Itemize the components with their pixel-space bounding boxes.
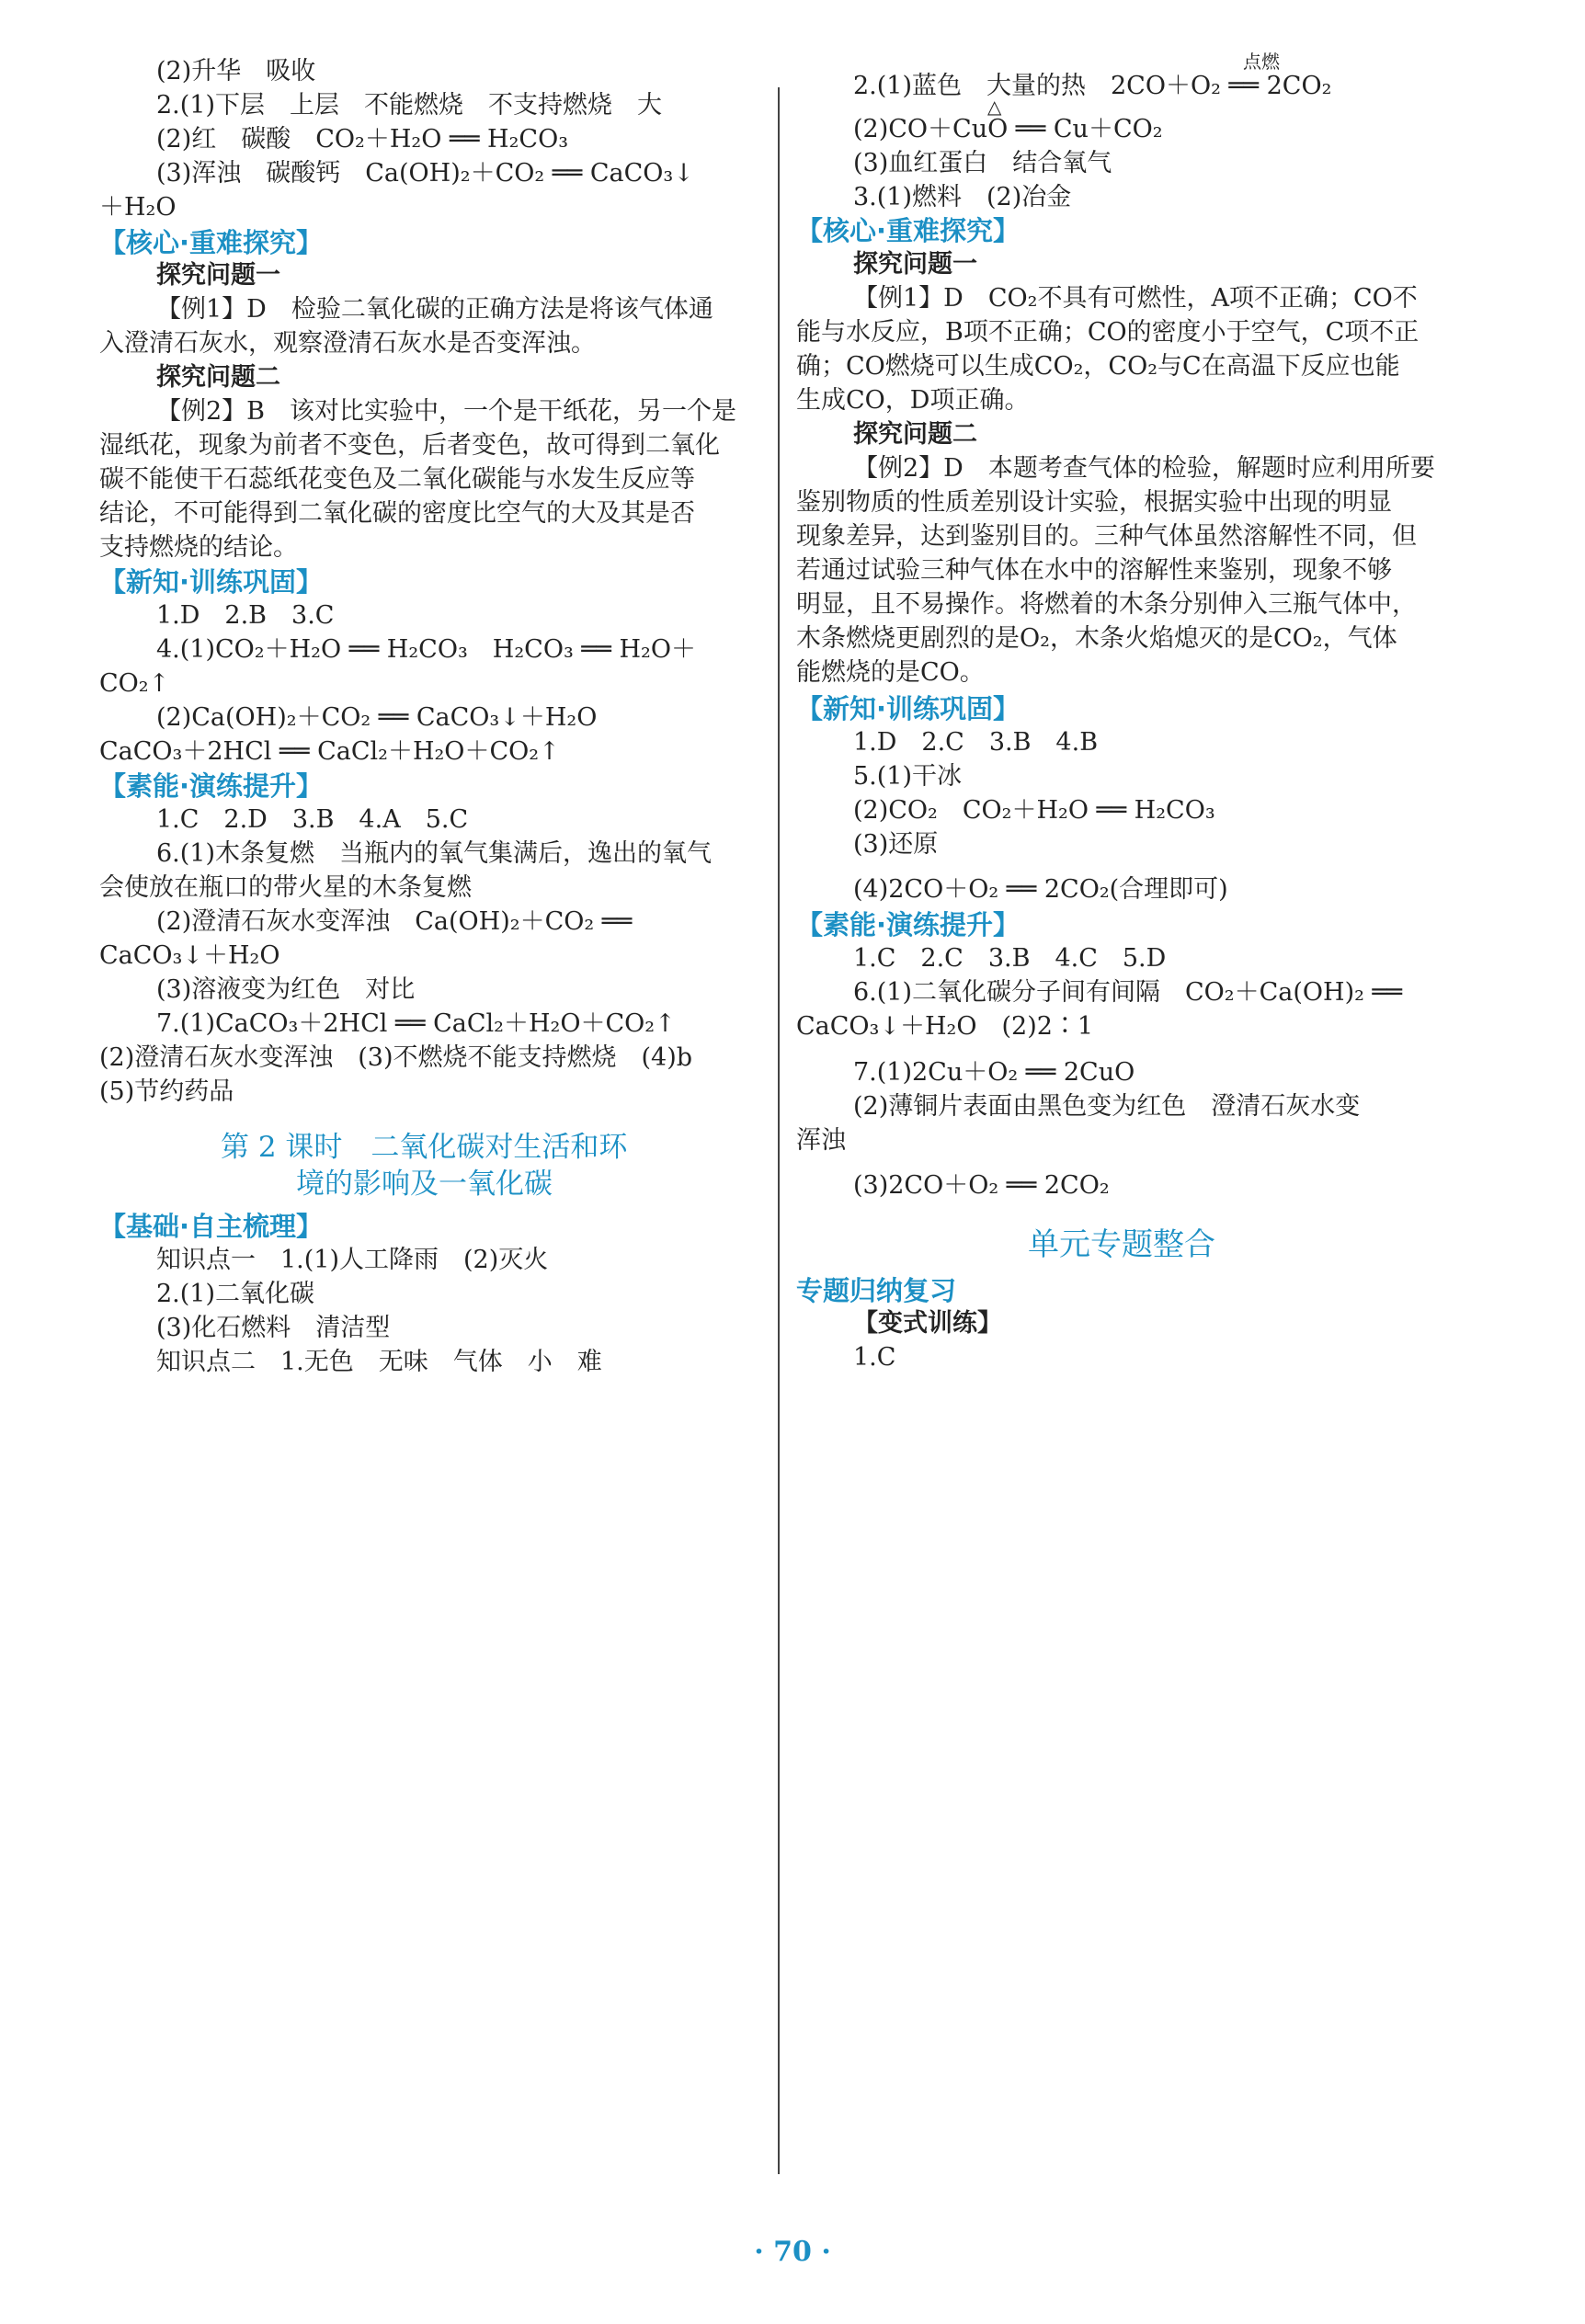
text-line: 2.(1)蓝色 大量的热 2CO＋O₂ ══ 2CO₂ <box>853 72 1332 100</box>
text-line: 2.(1)二氧化碳 <box>156 1280 315 1308</box>
section-heading: 【核心·重难探究】 <box>796 215 1021 246</box>
text-line: (2)升华 吸收 <box>156 57 316 85</box>
text-line: (2)澄清石灰水变浑浊 Ca(OH)₂＋CO₂ ══ <box>156 907 633 936</box>
text-line: 木条燃烧更剧烈的是O₂，木条火焰熄灭的是CO₂，气体 <box>796 624 1397 653</box>
text-line: (2)Ca(OH)₂＋CO₂ ══ CaCO₃↓＋H₂O <box>156 703 598 732</box>
text-line: (3)化石燃料 清洁型 <box>156 1314 391 1342</box>
text-line: 7.(1)CaCO₃＋2HCl ══ CaCl₂＋H₂O＋CO₂↑ <box>156 1009 676 1038</box>
text-line: 5.(1)干冰 <box>853 762 963 791</box>
subheading: 【变式训练】 <box>853 1309 1002 1338</box>
text-line: 现象差异，达到鉴别目的。三种气体虽然溶解性不同，但 <box>796 522 1417 551</box>
section-heading: 专题归纳复习 <box>796 1275 957 1306</box>
lesson-title-line-1: 第 2 课时 二氧化碳对生活和环 <box>221 1131 628 1164</box>
subheading: 探究问题一 <box>156 261 280 290</box>
text-line: (3)浑浊 碳酸钙 Ca(OH)₂＋CO₂ ══ CaCO₃↓ <box>156 159 694 188</box>
text-line: 湿纸花，现象为前者不变色，后者变色，故可得到二氧化 <box>99 431 720 460</box>
text-line: 【例2】B 该对比实验中，一个是干纸花，另一个是 <box>156 397 737 426</box>
text-line: 【例1】D 检验二氧化碳的正确方法是将该气体通 <box>156 295 713 324</box>
column-divider <box>778 87 780 2174</box>
text-line: 会使放在瓶口的带火星的木条复燃 <box>99 873 472 902</box>
text-line: 若通过试验三种气体在水中的溶解性来鉴别，现象不够 <box>796 556 1392 585</box>
text-line: 1.C <box>853 1343 896 1372</box>
text-line: (2)红 碳酸 CO₂＋H₂O ══ H₂CO₃ <box>156 125 569 154</box>
section-heading: 【素能·演练提升】 <box>796 909 1021 940</box>
text-line: (3)2CO＋O₂ ══ 2CO₂ <box>853 1171 1110 1200</box>
subheading: 探究问题一 <box>853 250 977 279</box>
unit-title: 单元专题整合 <box>1028 1226 1215 1263</box>
subheading: 探究问题二 <box>156 363 280 392</box>
section-heading: 【新知·训练巩固】 <box>99 566 324 598</box>
text-line: (2)CO₂ CO₂＋H₂O ══ H₂CO₃ <box>853 796 1215 825</box>
text-line: 碳不能使干石蕊纸花变色及二氧化碳能与水发生反应等 <box>99 465 695 494</box>
text-line: 确；CO燃烧可以生成CO₂，CO₂与C在高温下反应也能 <box>796 352 1400 381</box>
text-line: 结论，不可能得到二氧化碳的密度比空气的大及其是否 <box>99 499 695 528</box>
condition-ignite-label: 点燃 <box>1243 51 1280 73</box>
text-line: 7.(1)2Cu＋O₂ ══ 2CuO <box>853 1058 1135 1087</box>
text-line: (3)血红蛋白 结合氧气 <box>853 149 1112 177</box>
text-line: (2)澄清石灰水变浑浊 (3)不燃烧不能支持燃烧 (4)b <box>99 1043 693 1072</box>
text-line: 入澄清石灰水，观察澄清石灰水是否变浑浊。 <box>99 329 596 358</box>
text-line: (2)CO＋CuO ══ Cu＋CO₂ <box>853 115 1163 143</box>
text-line: 支持燃烧的结论。 <box>99 533 298 562</box>
text-line: 能燃烧的是CO。 <box>796 658 985 687</box>
text-line: 1.D 2.C 3.B 4.B <box>853 728 1099 757</box>
text-line: 4.(1)CO₂＋H₂O ══ H₂CO₃ H₂CO₃ ══ H₂O＋ <box>156 635 696 664</box>
text-line: 1.C 2.D 3.B 4.A 5.C <box>156 805 469 834</box>
section-heading: 【核心·重难探究】 <box>99 227 324 258</box>
condition-heat-label: △ <box>987 96 1002 118</box>
text-line: CaCO₃↓＋H₂O (2)2∶1 <box>796 1012 1094 1041</box>
text-line: 6.(1)二氧化碳分子间有间隔 CO₂＋Ca(OH)₂ ══ <box>853 978 1403 1007</box>
text-line: 知识点一 1.(1)人工降雨 (2)灭火 <box>156 1246 549 1274</box>
text-line: (3)还原 <box>853 830 939 859</box>
text-line: CaCO₃＋2HCl ══ CaCl₂＋H₂O＋CO₂↑ <box>99 737 560 766</box>
section-heading: 【素能·演练提升】 <box>99 770 324 802</box>
text-line: 生成CO，D项正确。 <box>796 386 1030 415</box>
text-line: (2)薄铜片表面由黑色变为红色 澄清石灰水变 <box>853 1092 1361 1121</box>
text-line: 浑浊 <box>796 1126 846 1155</box>
text-line: 鉴别物质的性质差别设计实验，根据实验中出现的明显 <box>796 488 1392 517</box>
text-line: 知识点二 1.无色 无味 气体 小 难 <box>156 1348 602 1376</box>
text-line: 【例1】D CO₂不具有可燃性，A项不正确；CO不 <box>853 284 1418 313</box>
text-line: 能与水反应，B项不正确；CO的密度小于空气，C项不正 <box>796 318 1420 347</box>
text-line: 1.D 2.B 3.C <box>156 601 335 630</box>
text-line: (4)2CO＋O₂ ══ 2CO₂(合理即可) <box>853 875 1228 904</box>
text-line: 2.(1)下层 上层 不能燃烧 不支持燃烧 大 <box>156 91 663 120</box>
text-line: 6.(1)木条复燃 当瓶内的氧气集满后，逸出的氧气 <box>156 839 713 868</box>
text-line: 【例2】D 本题考查气体的检验，解题时应利用所要 <box>853 454 1435 483</box>
text-line: (5)节约药品 <box>99 1077 234 1106</box>
subheading: 探究问题二 <box>853 420 977 449</box>
text-line: 3.(1)燃料 (2)冶金 <box>853 183 1072 211</box>
text-line: (3)溶液变为红色 对比 <box>156 975 416 1004</box>
section-heading: 【新知·训练巩固】 <box>796 693 1021 724</box>
text-line: 明显，且不易操作。将燃着的木条分别伸入三瓶气体中， <box>796 590 1417 619</box>
text-line: CaCO₃↓＋H₂O <box>99 941 280 970</box>
text-line: CO₂↑ <box>99 669 170 698</box>
text-line: 1.C 2.C 3.B 4.C 5.D <box>853 944 1167 973</box>
text-line: ＋H₂O <box>99 193 177 222</box>
section-heading: 【基础·自主梳理】 <box>99 1211 324 1242</box>
page-number: · 70 · <box>754 2236 831 2268</box>
lesson-title-line-2: 境的影响及一氧化碳 <box>296 1168 553 1201</box>
